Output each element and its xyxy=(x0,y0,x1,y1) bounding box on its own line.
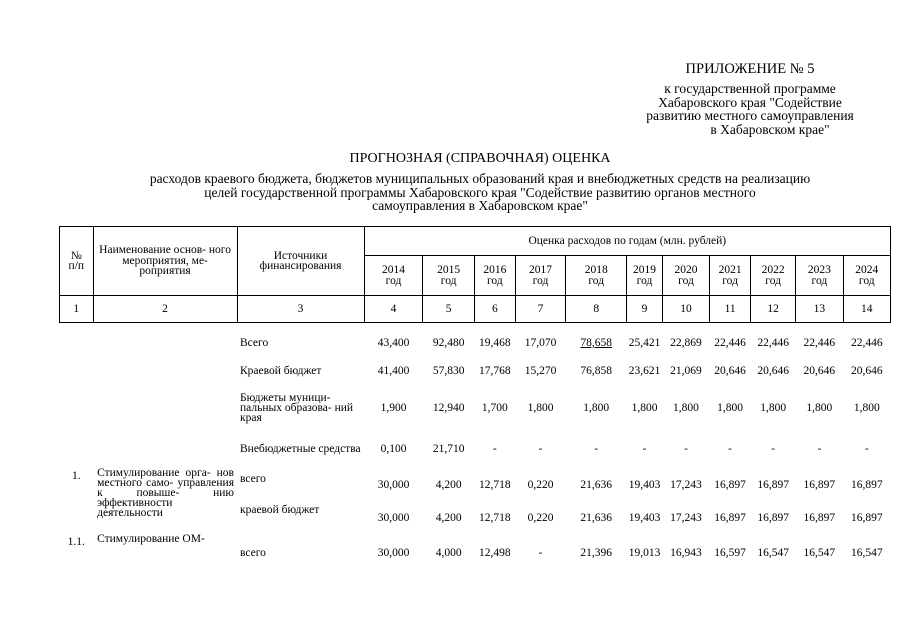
value-cell: 23,621 xyxy=(628,365,661,377)
header-no: № п/п xyxy=(60,227,94,296)
value-cell: 16,897 xyxy=(714,511,746,524)
value-cell: - xyxy=(594,442,599,455)
column-number: 13 xyxy=(796,296,843,323)
column-number: 7 xyxy=(515,296,565,323)
value-cell: 30,000 xyxy=(377,546,410,559)
value-cell: 0,100 xyxy=(380,442,407,455)
value-cell: - xyxy=(538,546,543,559)
appendix-block xyxy=(600,62,900,136)
value-cell: - xyxy=(642,442,647,455)
value-cell: 12,498 xyxy=(479,546,511,559)
row-source: краевой бюджет xyxy=(240,503,320,516)
table-row xyxy=(60,386,891,430)
column-number: 6 xyxy=(474,296,515,323)
value-cell: 21,636 xyxy=(580,478,612,491)
value-cell: 57,830 xyxy=(432,365,465,377)
header-year-number: 2023 xyxy=(807,264,831,276)
appendix-line: Хабаровского края "Содействие xyxy=(658,94,842,110)
header-year-number: 2014 xyxy=(382,264,405,276)
header-year xyxy=(751,256,796,296)
expense-table xyxy=(59,226,891,572)
header-year-suffix: год xyxy=(678,274,694,287)
value-cell: 17,768 xyxy=(479,365,511,377)
value-cell: 1,800 xyxy=(760,401,787,414)
value-cell: 92,480 xyxy=(432,336,465,349)
value-cell: 1,800 xyxy=(583,401,610,414)
header-year-suffix: год xyxy=(440,274,457,287)
header-year-number: 2015 xyxy=(437,264,461,276)
row-name: Стимулирование орга- нов местного само- управления к повыше- нию эффективности деятельности xyxy=(97,466,234,519)
document-heading: ПРОГНОЗНАЯ (СПРАВОЧНАЯ) ОЦЕНКА xyxy=(349,151,611,166)
column-number: 5 xyxy=(423,296,474,323)
value-cell: 16,547 xyxy=(757,546,789,559)
value-cell: 17,070 xyxy=(524,336,557,349)
header-year-suffix: год xyxy=(811,274,828,287)
value-cell: 16,897 xyxy=(757,478,789,491)
value-cell: 41,400 xyxy=(377,365,410,377)
value-cell: 4,200 xyxy=(435,511,462,524)
header-year-suffix: год xyxy=(532,274,549,287)
value-cell: 4,000 xyxy=(435,546,462,559)
header-year-suffix: год xyxy=(722,274,738,287)
value-cell: 20,646 xyxy=(757,365,789,377)
value-cell: 1,800 xyxy=(527,401,554,414)
header-year xyxy=(515,256,565,296)
value-cell: 25,421 xyxy=(628,336,661,349)
header-year-number: 2021 xyxy=(718,264,742,276)
value-cell: 1,900 xyxy=(380,401,407,414)
header-year xyxy=(710,256,751,296)
column-number: 4 xyxy=(364,296,423,323)
value-cell: 20,646 xyxy=(803,365,836,377)
value-cell: - xyxy=(817,442,822,455)
value-cell: 16,897 xyxy=(850,511,883,524)
value-cell: 1,800 xyxy=(853,401,880,414)
appendix-line: к государственной программе xyxy=(664,81,836,96)
header-year-suffix: год xyxy=(765,274,781,287)
header-year-suffix: год xyxy=(588,274,605,287)
row-number xyxy=(60,329,94,357)
column-number: 1 xyxy=(60,296,94,323)
value-cell: 21,069 xyxy=(670,365,702,377)
row-name xyxy=(93,430,237,468)
value-cell: 22,869 xyxy=(670,336,702,349)
value-cell: 17,243 xyxy=(670,511,702,524)
appendix-line: развитию местного самоуправления xyxy=(646,108,854,123)
value-cell: 22,446 xyxy=(850,336,883,349)
value-cell: 16,897 xyxy=(757,511,789,524)
column-number: 2 xyxy=(93,296,237,323)
subheading-line: целей государственной программы Хабаровского края "Содействие развитию органов местного xyxy=(204,184,756,200)
header-year xyxy=(423,256,474,296)
value-cell: 19,403 xyxy=(628,478,661,491)
appendix-line: в Хабаровском крае" xyxy=(710,121,830,137)
column-number: 9 xyxy=(627,296,663,323)
row-number xyxy=(60,386,94,430)
table-row xyxy=(60,357,891,386)
table-row xyxy=(60,329,891,357)
header-year-number: 2018 xyxy=(584,264,608,276)
value-cell: 16,897 xyxy=(803,478,836,491)
header-year xyxy=(364,256,423,296)
column-number: 14 xyxy=(843,296,891,323)
value-cell: - xyxy=(492,442,497,455)
value-cell: 16,897 xyxy=(850,478,883,491)
value-cell: 22,446 xyxy=(714,336,746,349)
row-number: 1.1. xyxy=(67,535,85,548)
value-cell: 16,943 xyxy=(670,546,702,559)
value-cell: 1,800 xyxy=(673,401,699,414)
header-year xyxy=(474,256,515,296)
value-cell: - xyxy=(684,442,688,455)
header-year-suffix: год xyxy=(858,274,875,287)
subheading-line: расходов краевого бюджета, бюджетов муниципальных образований края и внебюджетных средств на реализацию xyxy=(149,171,811,186)
value-cell: 30,000 xyxy=(377,478,410,491)
appendix-title: ПРИЛОЖЕНИЕ № 5 xyxy=(685,61,815,77)
column-number: 12 xyxy=(751,296,796,323)
row-source: Внебюджетные средства xyxy=(240,442,361,455)
column-number: 8 xyxy=(566,296,627,323)
header-year-number: 2017 xyxy=(529,264,553,276)
value-cell: 78,658 xyxy=(580,336,612,349)
value-cell: - xyxy=(864,442,869,455)
value-cell: 15,270 xyxy=(524,365,557,377)
row-number: 1. xyxy=(71,469,81,482)
row-name xyxy=(93,357,237,386)
header-year-suffix: год xyxy=(487,274,503,287)
header-year-number: 2020 xyxy=(674,264,698,276)
header-year xyxy=(566,256,627,296)
header-year-number: 2022 xyxy=(761,264,785,276)
header-year-number: 2024 xyxy=(855,264,879,276)
value-cell: 1,800 xyxy=(717,401,744,414)
header-year-number: 2019 xyxy=(633,264,656,276)
value-cell: 4,200 xyxy=(435,478,462,491)
value-cell: 12,718 xyxy=(479,511,511,524)
header-year xyxy=(843,256,891,296)
value-cell: 1,800 xyxy=(806,401,833,414)
value-cell: 1,700 xyxy=(481,401,508,414)
value-cell: 16,597 xyxy=(714,546,746,559)
header-source: Источники финансирования xyxy=(237,227,364,296)
row-source: Всего xyxy=(240,336,269,349)
value-cell: 22,446 xyxy=(757,336,789,349)
value-cell: 21,636 xyxy=(580,511,612,524)
value-cell: 16,897 xyxy=(803,511,836,524)
header-years-group: Оценка расходов по годам (млн. рублей) xyxy=(364,227,890,256)
value-cell: - xyxy=(538,442,543,455)
value-cell: 30,000 xyxy=(377,511,410,524)
value-cell: 16,547 xyxy=(850,546,883,559)
value-cell: 21,396 xyxy=(580,546,612,559)
row-source: всего xyxy=(240,546,266,559)
table-row xyxy=(60,534,891,572)
value-cell: 16,547 xyxy=(803,546,836,559)
value-cell: 76,858 xyxy=(580,365,612,377)
value-cell: 19,403 xyxy=(628,511,661,524)
value-cell: - xyxy=(728,442,733,455)
value-cell: 21,710 xyxy=(432,442,465,455)
row-name xyxy=(93,386,237,430)
header-year xyxy=(662,256,709,296)
header-year-number: 2016 xyxy=(483,264,507,276)
value-cell: 16,897 xyxy=(714,478,746,491)
value-cell: 12,718 xyxy=(479,478,511,491)
value-cell: 0,220 xyxy=(527,511,554,524)
document-subheading xyxy=(100,172,860,213)
value-cell: 0,220 xyxy=(527,478,554,491)
row-name: Стимулирование ОМ- xyxy=(97,532,205,545)
row-source: всего xyxy=(240,472,266,485)
value-cell: 43,400 xyxy=(377,336,410,349)
value-cell: 20,646 xyxy=(850,365,883,377)
header-year xyxy=(796,256,843,296)
subheading-line: самоуправления в Хабаровском крае" xyxy=(372,198,588,213)
value-cell: 19,013 xyxy=(628,546,661,559)
header-name: Наименование основ- ного мероприятия, ме- роприятия xyxy=(93,227,237,296)
header-year-suffix: год xyxy=(636,274,653,287)
column-number: 10 xyxy=(662,296,709,323)
value-cell: 1,800 xyxy=(631,401,658,414)
value-cell: 22,446 xyxy=(803,336,836,349)
table-row xyxy=(60,468,891,502)
header-year xyxy=(627,256,663,296)
value-cell: 12,940 xyxy=(432,401,465,414)
value-cell: 20,646 xyxy=(714,365,746,377)
value-cell: 17,243 xyxy=(670,478,702,491)
value-cell: 19,468 xyxy=(479,336,511,349)
row-name xyxy=(93,329,237,357)
row-number xyxy=(60,357,94,386)
row-number xyxy=(60,430,94,468)
row-source: Краевой бюджет xyxy=(240,365,322,377)
table-row xyxy=(60,430,891,468)
column-number: 3 xyxy=(237,296,364,323)
row-source: Бюджеты муници- пальных образова- ний края xyxy=(240,391,354,424)
value-cell: - xyxy=(771,442,776,455)
column-number: 11 xyxy=(710,296,751,323)
header-year-suffix: год xyxy=(385,274,402,287)
